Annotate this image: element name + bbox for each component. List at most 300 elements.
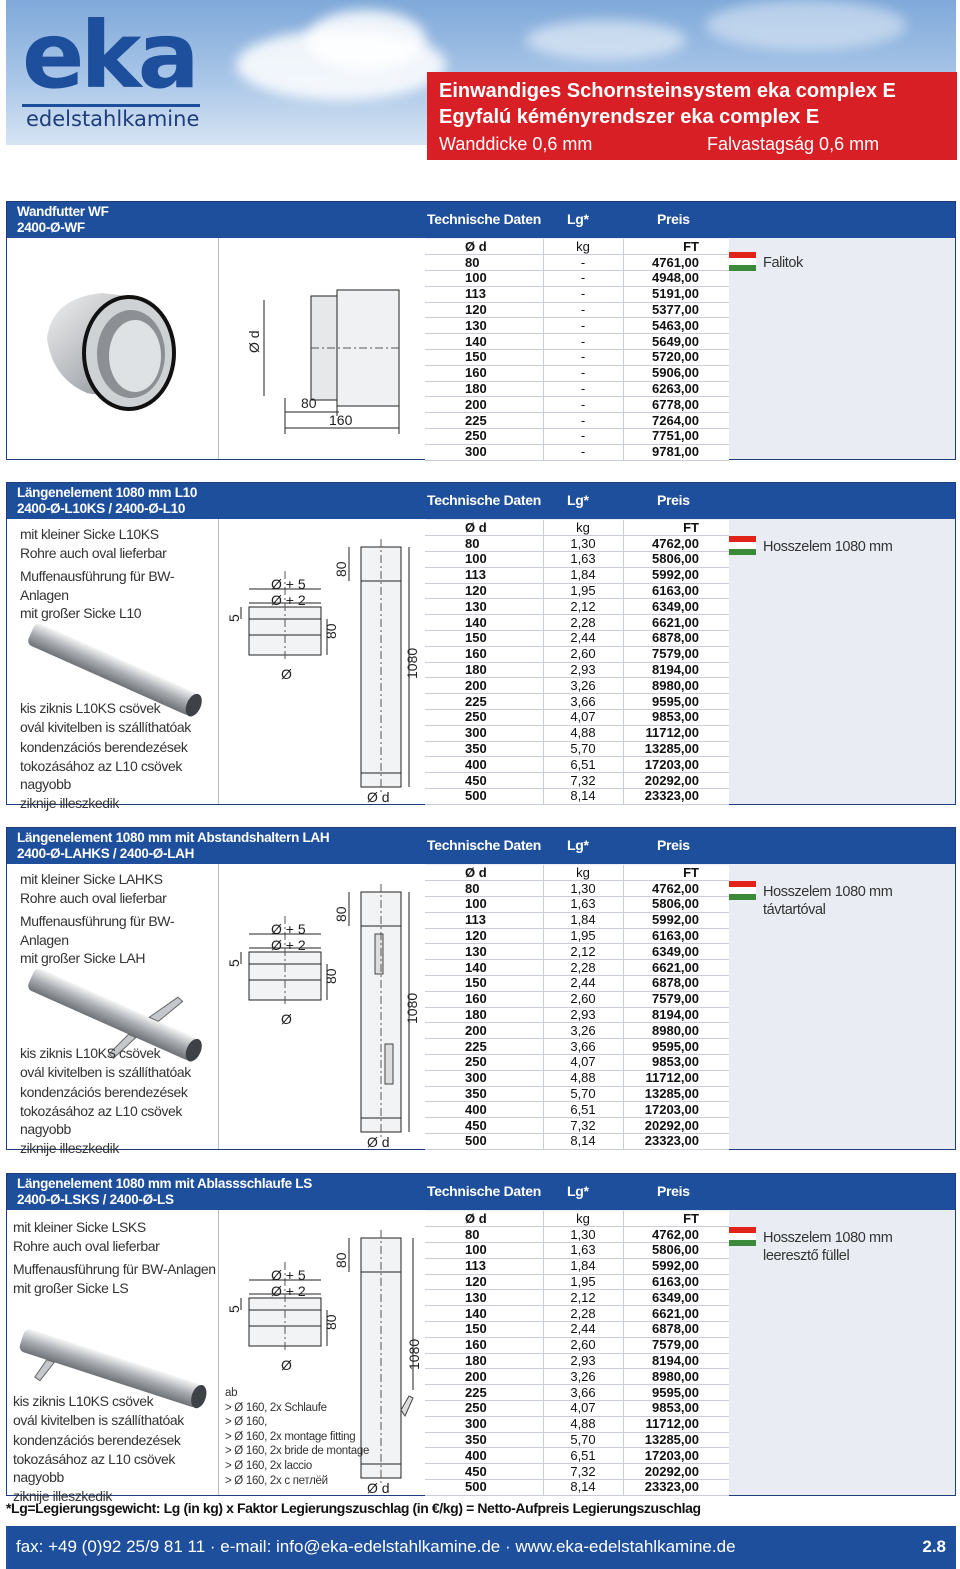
desc-line: kis ziknis L10KS csövek bbox=[13, 1393, 154, 1409]
lg-header: Lg* bbox=[567, 211, 589, 227]
cell-price: 5992,00 bbox=[623, 1258, 729, 1274]
table-row bbox=[425, 1480, 729, 1496]
desc-line: mit kleiner Sicke L10KS bbox=[20, 526, 159, 542]
cell-diameter: 113 bbox=[425, 286, 543, 302]
cell-diameter: 400 bbox=[425, 757, 543, 773]
description-hu bbox=[20, 699, 218, 812]
cell-diameter: 200 bbox=[425, 1023, 543, 1039]
cell-price: 9595,00 bbox=[623, 1039, 729, 1055]
cell-price: 6349,00 bbox=[623, 599, 729, 615]
dim-1080: 1080 bbox=[404, 992, 420, 1024]
hungarian-flag-icon bbox=[729, 252, 756, 271]
desc-line: ziknije illeszkedik bbox=[20, 1139, 119, 1156]
cell-weight: 8,14 bbox=[543, 789, 623, 805]
cell-diameter: 130 bbox=[425, 599, 543, 615]
table-row bbox=[425, 1258, 729, 1274]
cell-weight: 2,60 bbox=[543, 646, 623, 662]
cell-price: 4762,00 bbox=[623, 881, 729, 897]
table-row bbox=[425, 1322, 729, 1338]
dim-160: 160 bbox=[329, 412, 353, 428]
page-title-de: Einwandiges Schornsteinsystem eka complex E bbox=[439, 80, 896, 102]
dim-80-socket: 80 bbox=[323, 1314, 339, 1330]
cell-weight: 3,66 bbox=[543, 1039, 623, 1055]
cell-price: 23323,00 bbox=[623, 1134, 729, 1150]
tech-data-header: Technische Daten bbox=[427, 1183, 541, 1199]
cell-diameter: 160 bbox=[425, 1337, 543, 1353]
cell-weight: - bbox=[543, 444, 623, 460]
cell-weight: 3,26 bbox=[543, 1023, 623, 1039]
cell-price: 5191,00 bbox=[623, 286, 729, 302]
cell-price: 5806,00 bbox=[623, 897, 729, 913]
cell-weight: - bbox=[543, 381, 623, 397]
col-weight: kg bbox=[543, 1211, 623, 1227]
hungarian-flag-icon bbox=[729, 1227, 756, 1246]
cell-diameter: 225 bbox=[425, 1385, 543, 1401]
cell-weight: 2,60 bbox=[543, 991, 623, 1007]
table-row bbox=[425, 678, 729, 694]
dim-phi: Ø bbox=[281, 1011, 292, 1027]
product-photo-panel bbox=[7, 864, 219, 1156]
cell-price: 17203,00 bbox=[623, 757, 729, 773]
lg-header: Lg* bbox=[567, 1183, 589, 1199]
cell-weight: 2,93 bbox=[543, 662, 623, 678]
price-header: Preis bbox=[657, 837, 690, 853]
cell-weight: 1,84 bbox=[543, 567, 623, 583]
table-row bbox=[425, 1118, 729, 1134]
desc-line: kis ziknis L10KS csövek bbox=[20, 700, 161, 716]
desc-line: mit großer Sicke LS bbox=[13, 1279, 129, 1296]
table-row bbox=[425, 365, 729, 381]
cell-diameter: 500 bbox=[425, 789, 543, 805]
desc-line: Rohre auch oval lieferbar bbox=[13, 1237, 160, 1254]
price-header: Preis bbox=[657, 1183, 690, 1199]
table-row bbox=[425, 646, 729, 662]
tech-data-header: Technische Daten bbox=[427, 211, 541, 227]
table-row bbox=[425, 757, 729, 773]
cell-weight: - bbox=[543, 334, 623, 350]
table-row bbox=[425, 334, 729, 350]
cell-price: 8980,00 bbox=[623, 1023, 729, 1039]
cell-price: 6878,00 bbox=[623, 976, 729, 992]
col-diameter: Ø d bbox=[425, 865, 543, 881]
dim-phi: Ø bbox=[281, 666, 292, 682]
cell-price: 11712,00 bbox=[623, 1416, 729, 1432]
table-row bbox=[425, 286, 729, 302]
table-row bbox=[425, 444, 729, 460]
hungarian-name: Hosszelem 1080 mm távtartóval bbox=[763, 884, 893, 918]
cell-price: 23323,00 bbox=[623, 789, 729, 805]
table-row bbox=[425, 944, 729, 960]
cell-diameter: 80 bbox=[425, 1227, 543, 1243]
table-row bbox=[425, 381, 729, 397]
table-row bbox=[425, 912, 729, 928]
table-row bbox=[425, 1337, 729, 1353]
cell-diameter: 150 bbox=[425, 1322, 543, 1338]
table-header-row bbox=[425, 239, 729, 255]
product-photo-panel bbox=[7, 238, 219, 459]
wall-thickness-de: Wanddicke 0,6 mm bbox=[439, 134, 593, 154]
col-weight: kg bbox=[543, 520, 623, 536]
technical-drawing bbox=[219, 864, 425, 1149]
dim-phi-plus-5: Ø + 5 bbox=[271, 921, 306, 937]
cell-weight: 1,95 bbox=[543, 928, 623, 944]
cell-weight: 1,30 bbox=[543, 1227, 623, 1243]
cell-diameter: 300 bbox=[425, 444, 543, 460]
cell-diameter: 180 bbox=[425, 381, 543, 397]
dim-diameter: Ø d bbox=[246, 330, 262, 353]
cell-price: 5806,00 bbox=[623, 1243, 729, 1259]
dim-diameter: Ø d bbox=[367, 1134, 390, 1149]
wall-sleeve-photo bbox=[7, 238, 217, 460]
table-row bbox=[425, 1023, 729, 1039]
cell-price: 5377,00 bbox=[623, 302, 729, 318]
col-price: FT bbox=[623, 520, 729, 536]
cell-diameter: 300 bbox=[425, 725, 543, 741]
table-row bbox=[425, 302, 729, 318]
cell-price: 8194,00 bbox=[623, 1353, 729, 1369]
cell-diameter: 225 bbox=[425, 1039, 543, 1055]
product-block-wf bbox=[6, 201, 956, 460]
cell-weight: 4,07 bbox=[543, 1055, 623, 1071]
cell-diameter: 120 bbox=[425, 302, 543, 318]
cell-weight: 2,44 bbox=[543, 1322, 623, 1338]
product-name: Längenelement 1080 mm mit Ablassschlaufe LS bbox=[17, 1176, 312, 1191]
cell-weight: 1,84 bbox=[543, 912, 623, 928]
product-block-lah bbox=[6, 827, 956, 1156]
desc-line: Rohre auch oval lieferbar bbox=[20, 544, 167, 561]
cell-weight: 8,14 bbox=[543, 1480, 623, 1496]
cell-weight: 4,88 bbox=[543, 1070, 623, 1086]
block-header bbox=[7, 828, 955, 864]
product-block-l10 bbox=[6, 482, 956, 811]
table-row bbox=[425, 1102, 729, 1118]
cell-price: 4761,00 bbox=[623, 255, 729, 271]
cell-diameter: 180 bbox=[425, 1007, 543, 1023]
dim-phi-plus-5: Ø + 5 bbox=[271, 576, 306, 592]
cell-price: 5463,00 bbox=[623, 318, 729, 334]
cell-price: 20292,00 bbox=[623, 773, 729, 789]
alloy-footnote: *Lg=Legierungsgewicht: Lg (in kg) x Faktor Legierungszuschlag (in €/kg) = Netto-Aufpreis Legierungszuschlag bbox=[6, 1500, 701, 1516]
cell-weight: 2,44 bbox=[543, 631, 623, 647]
cell-diameter: 200 bbox=[425, 397, 543, 413]
cell-weight: 1,84 bbox=[543, 1258, 623, 1274]
cell-price: 9781,00 bbox=[623, 444, 729, 460]
cell-price: 6778,00 bbox=[623, 397, 729, 413]
table-row bbox=[425, 1243, 729, 1259]
cell-price: 6621,00 bbox=[623, 1306, 729, 1322]
table-row bbox=[425, 662, 729, 678]
cell-weight: - bbox=[543, 271, 623, 287]
cell-diameter: 500 bbox=[425, 1480, 543, 1496]
product-code: 2400-Ø-LSKS / 2400-Ø-LS bbox=[17, 1192, 174, 1207]
cell-weight: 2,28 bbox=[543, 615, 623, 631]
cell-diameter: 80 bbox=[425, 536, 543, 552]
cell-price: 6878,00 bbox=[623, 1322, 729, 1338]
cell-price: 11712,00 bbox=[623, 1070, 729, 1086]
cell-weight: - bbox=[543, 365, 623, 381]
note-line: > Ø 160, 2x с петлёй bbox=[225, 1474, 328, 1487]
desc-line: ziknije illeszkedik bbox=[13, 1487, 112, 1504]
cell-price: 6349,00 bbox=[623, 944, 729, 960]
lg-header: Lg* bbox=[567, 837, 589, 853]
cell-weight: 6,51 bbox=[543, 1448, 623, 1464]
cell-weight: 4,88 bbox=[543, 1416, 623, 1432]
page-title-box bbox=[427, 72, 957, 160]
cell-price: 9853,00 bbox=[623, 710, 729, 726]
cell-diameter: 140 bbox=[425, 615, 543, 631]
cell-price: 20292,00 bbox=[623, 1118, 729, 1134]
dim-80-top: 80 bbox=[333, 561, 349, 577]
table-row bbox=[425, 1464, 729, 1480]
cell-diameter: 160 bbox=[425, 991, 543, 1007]
cell-weight: 2,60 bbox=[543, 1337, 623, 1353]
cell-diameter: 180 bbox=[425, 662, 543, 678]
table-row bbox=[425, 881, 729, 897]
cell-weight: 2,28 bbox=[543, 960, 623, 976]
description-hu bbox=[13, 1392, 218, 1505]
cell-diameter: 130 bbox=[425, 944, 543, 960]
note-line: ab bbox=[225, 1387, 238, 1399]
price-header: Preis bbox=[657, 211, 690, 227]
cell-price: 5720,00 bbox=[623, 350, 729, 366]
table-row bbox=[425, 1086, 729, 1102]
table-row bbox=[425, 599, 729, 615]
cell-weight: 3,26 bbox=[543, 678, 623, 694]
cell-weight: 2,93 bbox=[543, 1353, 623, 1369]
cell-price: 9595,00 bbox=[623, 694, 729, 710]
table-row bbox=[425, 1385, 729, 1401]
dim-phi: Ø bbox=[281, 1357, 292, 1373]
cell-price: 9595,00 bbox=[623, 1385, 729, 1401]
page-footer bbox=[6, 1526, 956, 1569]
cell-weight: - bbox=[543, 350, 623, 366]
cell-weight: 8,14 bbox=[543, 1134, 623, 1150]
product-name: Wandfutter WF bbox=[17, 204, 109, 219]
cell-diameter: 100 bbox=[425, 897, 543, 913]
table-row bbox=[425, 1448, 729, 1464]
eka-logo bbox=[22, 2, 200, 131]
table-row bbox=[425, 1134, 729, 1150]
lg-header: Lg* bbox=[567, 492, 589, 508]
cell-diameter: 113 bbox=[425, 567, 543, 583]
cell-diameter: 350 bbox=[425, 1432, 543, 1448]
cell-diameter: 130 bbox=[425, 1290, 543, 1306]
cell-weight: 1,30 bbox=[543, 881, 623, 897]
note-line: > Ø 160, 2x Schlaufe bbox=[225, 1401, 327, 1414]
cell-diameter: 350 bbox=[425, 1086, 543, 1102]
block-header bbox=[7, 1174, 955, 1210]
drain-loop-notes bbox=[225, 1386, 369, 1488]
cell-diameter: 130 bbox=[425, 318, 543, 334]
dim-diameter: Ø d bbox=[367, 789, 390, 804]
table-row bbox=[425, 960, 729, 976]
spec-table bbox=[425, 865, 729, 1150]
dim-80-socket: 80 bbox=[323, 968, 339, 984]
cell-price: 13285,00 bbox=[623, 1086, 729, 1102]
cell-weight: 1,63 bbox=[543, 1243, 623, 1259]
table-row bbox=[425, 1306, 729, 1322]
desc-line: ziknije illeszkedik bbox=[20, 794, 119, 811]
cell-price: 6621,00 bbox=[623, 615, 729, 631]
cell-price: 7264,00 bbox=[623, 413, 729, 429]
cell-diameter: 450 bbox=[425, 1464, 543, 1480]
cell-price: 5649,00 bbox=[623, 334, 729, 350]
table-row bbox=[425, 1070, 729, 1086]
spec-table bbox=[425, 239, 729, 461]
cell-diameter: 400 bbox=[425, 1102, 543, 1118]
table-header-row bbox=[425, 1211, 729, 1227]
product-code: 2400-Ø-WF bbox=[17, 220, 85, 235]
cell-diameter: 450 bbox=[425, 1118, 543, 1134]
cell-diameter: 113 bbox=[425, 1258, 543, 1274]
cell-weight: 1,95 bbox=[543, 583, 623, 599]
cell-price: 7579,00 bbox=[623, 646, 729, 662]
table-row bbox=[425, 928, 729, 944]
table-row bbox=[425, 1369, 729, 1385]
cell-diameter: 100 bbox=[425, 1243, 543, 1259]
cell-price: 6163,00 bbox=[623, 583, 729, 599]
table-row bbox=[425, 536, 729, 552]
cell-diameter: 250 bbox=[425, 429, 543, 445]
cell-weight: 4,07 bbox=[543, 1401, 623, 1417]
cell-diameter: 225 bbox=[425, 413, 543, 429]
tech-data-header: Technische Daten bbox=[427, 837, 541, 853]
desc-line: mit kleiner Sicke LSKS bbox=[13, 1219, 146, 1235]
col-diameter: Ø d bbox=[425, 239, 543, 255]
product-photo-panel bbox=[7, 1210, 219, 1504]
block-header bbox=[7, 483, 955, 519]
table-row bbox=[425, 429, 729, 445]
cell-diameter: 450 bbox=[425, 773, 543, 789]
table-row bbox=[425, 567, 729, 583]
cell-price: 23323,00 bbox=[623, 1480, 729, 1496]
desc-line: mit großer Sicke LAH bbox=[20, 950, 146, 966]
description-hu bbox=[20, 1044, 218, 1157]
dim-phi-plus-2: Ø + 2 bbox=[271, 1283, 306, 1299]
table-row bbox=[425, 350, 729, 366]
footer-contact: fax: +49 (0)92 25/9 81 11 · e-mail: info@eka-edelstahlkamine.de · www.eka-edelstahlkamine.de bbox=[16, 1537, 736, 1556]
desc-line: tokozásához az L10 csövek nagyobb bbox=[13, 1450, 175, 1485]
cell-price: 20292,00 bbox=[623, 1464, 729, 1480]
cell-price: 5806,00 bbox=[623, 552, 729, 568]
page-title-hu: Egyfalú kéményrendszer eka complex E bbox=[439, 106, 820, 128]
desc-line: kondenzációs berendezések bbox=[20, 739, 188, 755]
logo-subtitle: edelstahlkamine bbox=[22, 104, 200, 131]
cell-diameter: 200 bbox=[425, 1369, 543, 1385]
note-line: > Ø 160, 2x montage fitting bbox=[225, 1430, 356, 1443]
tech-data-header: Technische Daten bbox=[427, 492, 541, 508]
cell-diameter: 250 bbox=[425, 1401, 543, 1417]
block-header bbox=[7, 202, 955, 238]
cell-weight: - bbox=[543, 429, 623, 445]
cell-weight: - bbox=[543, 255, 623, 271]
table-row bbox=[425, 789, 729, 805]
desc-line: ovál kivitelben is szállíthatóak bbox=[20, 1063, 191, 1080]
cell-diameter: 300 bbox=[425, 1416, 543, 1432]
col-diameter: Ø d bbox=[425, 1211, 543, 1227]
cell-price: 6621,00 bbox=[623, 960, 729, 976]
cell-weight: 1,95 bbox=[543, 1274, 623, 1290]
hungarian-flag-icon bbox=[729, 881, 756, 900]
dim-80-top: 80 bbox=[333, 1252, 349, 1268]
table-row bbox=[425, 255, 729, 271]
dim-diameter: Ø d bbox=[367, 1480, 390, 1495]
description-de bbox=[13, 1218, 216, 1297]
desc-line: kondenzációs berendezések bbox=[20, 1084, 188, 1100]
cell-weight: 5,70 bbox=[543, 741, 623, 757]
cell-weight: 2,12 bbox=[543, 599, 623, 615]
dim-phi-plus-5: Ø + 5 bbox=[271, 1267, 306, 1283]
table-row bbox=[425, 583, 729, 599]
cell-weight: - bbox=[543, 413, 623, 429]
cell-diameter: 140 bbox=[425, 960, 543, 976]
hungarian-name: Hosszelem 1080 mm bbox=[763, 539, 893, 555]
cell-diameter: 150 bbox=[425, 631, 543, 647]
col-weight: kg bbox=[543, 865, 623, 881]
cell-price: 4762,00 bbox=[623, 536, 729, 552]
desc-line: ovál kivitelben is szállíthatóak bbox=[20, 718, 191, 735]
table-row bbox=[425, 1274, 729, 1290]
cell-diameter: 300 bbox=[425, 1070, 543, 1086]
cell-weight: - bbox=[543, 286, 623, 302]
table-row bbox=[425, 1039, 729, 1055]
product-photo-panel bbox=[7, 519, 219, 811]
cell-price: 6163,00 bbox=[623, 928, 729, 944]
cell-weight: 2,12 bbox=[543, 944, 623, 960]
table-row bbox=[425, 1353, 729, 1369]
wall-thickness-hu: Falvastagság 0,6 mm bbox=[707, 134, 880, 154]
description-de bbox=[20, 870, 218, 968]
cell-price: 9853,00 bbox=[623, 1055, 729, 1071]
cell-price: 7751,00 bbox=[623, 429, 729, 445]
cell-weight: 2,12 bbox=[543, 1290, 623, 1306]
cell-weight: 3,66 bbox=[543, 1385, 623, 1401]
hungarian-name: Falitok bbox=[763, 255, 803, 271]
cell-diameter: 250 bbox=[425, 710, 543, 726]
cell-weight: 6,51 bbox=[543, 757, 623, 773]
dim-80-top: 80 bbox=[333, 906, 349, 922]
table-row bbox=[425, 694, 729, 710]
cell-weight: 1,63 bbox=[543, 897, 623, 913]
product-block-ls bbox=[6, 1173, 956, 1504]
cell-diameter: 113 bbox=[425, 912, 543, 928]
note-line: > Ø 160, 2x bride de montage bbox=[225, 1445, 370, 1458]
table-header-row bbox=[425, 865, 729, 881]
desc-line: ovál kivitelben is szállíthatóak bbox=[13, 1411, 184, 1428]
cell-diameter: 80 bbox=[425, 881, 543, 897]
cell-price: 5906,00 bbox=[623, 365, 729, 381]
cell-diameter: 200 bbox=[425, 678, 543, 694]
desc-line: tokozásához az L10 csövek nagyobb bbox=[20, 1102, 182, 1137]
desc-line: tokozásához az L10 csövek nagyobb bbox=[20, 757, 182, 792]
desc-line: Muffenausführung für BW-Anlagen bbox=[20, 913, 175, 948]
cell-weight: 7,32 bbox=[543, 1118, 623, 1134]
cell-weight: - bbox=[543, 302, 623, 318]
desc-line: Rohre auch oval lieferbar bbox=[20, 889, 167, 906]
cell-price: 9853,00 bbox=[623, 1401, 729, 1417]
dim-5: 5 bbox=[226, 959, 242, 967]
cell-price: 4948,00 bbox=[623, 271, 729, 287]
price-header: Preis bbox=[657, 492, 690, 508]
cell-diameter: 140 bbox=[425, 1306, 543, 1322]
technical-drawing bbox=[219, 519, 425, 804]
cell-weight: 1,63 bbox=[543, 552, 623, 568]
cell-diameter: 120 bbox=[425, 928, 543, 944]
cell-weight: 4,07 bbox=[543, 710, 623, 726]
table-row bbox=[425, 1007, 729, 1023]
product-code: 2400-Ø-L10KS / 2400-Ø-L10 bbox=[17, 501, 186, 516]
col-price: FT bbox=[623, 865, 729, 881]
